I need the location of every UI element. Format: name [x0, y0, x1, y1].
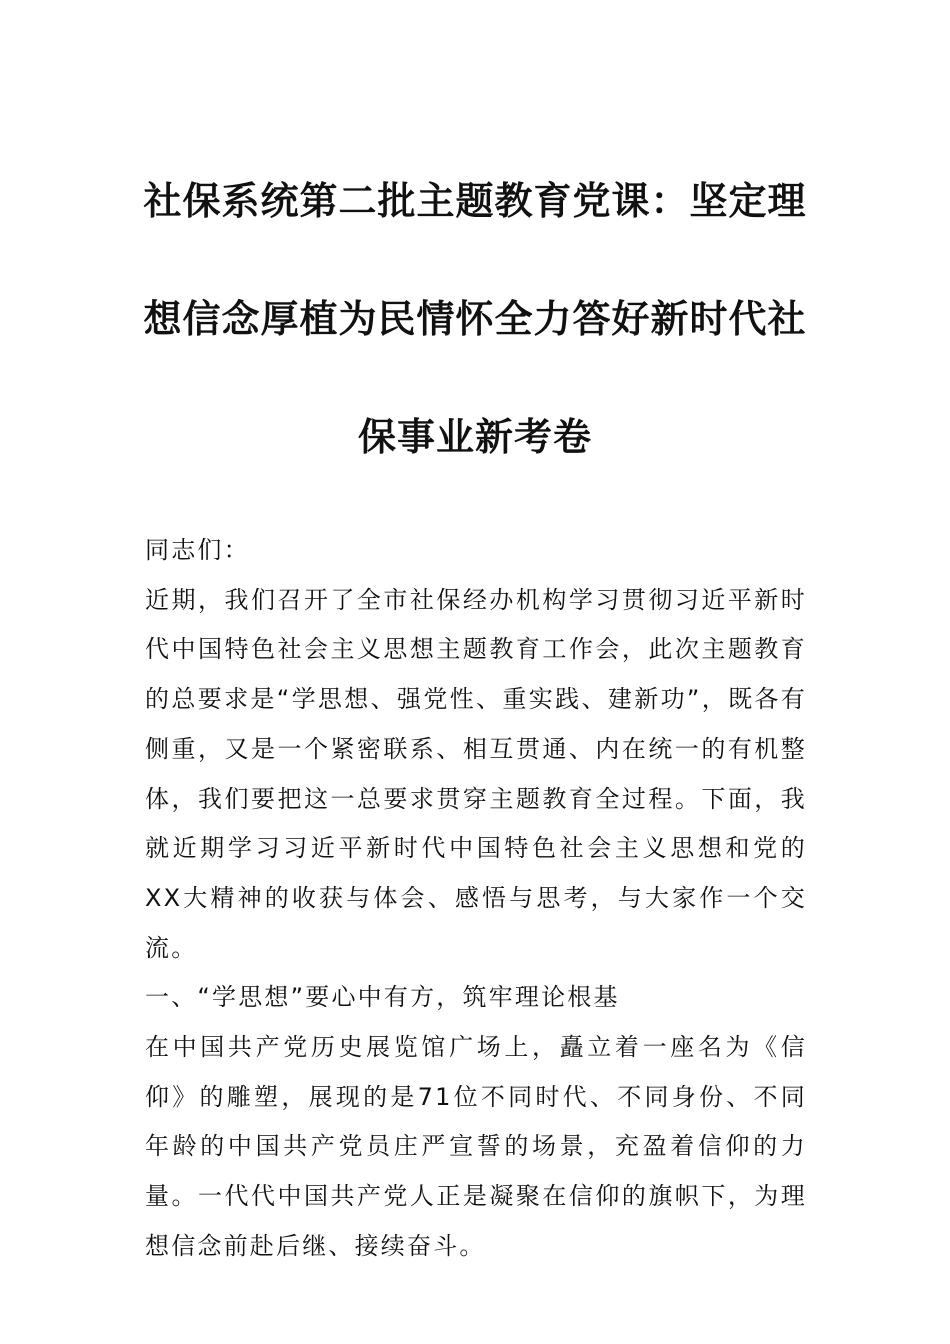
document-title: 社保系统第二批主题教育党课：坚定理想信念厚植为民情怀全力答好新时代社保事业新考卷 — [143, 178, 807, 459]
salutation: 同志们： — [145, 536, 250, 564]
section-heading: 一、“学思想”要心中有方，筑牢理论根基 — [145, 983, 620, 1012]
document-body — [145, 526, 807, 1272]
intro-paragraph: 近期，我们召开了全市社保经办机构学习贯彻习近平新时代中国特色社会主义思想主题教育工作会，此次主题教育的总要求是“学思想、强党性、重实践、建新功”，既各有侧重，又是一个紧密联系、相互贯通、内在统一的有机整体，我们要把这一总要求贯穿主题教育全过程。下面，我就近期学习习近平新时代中国特色社会主义思想和党的XX大精神的收获与体会、感悟与思考，与大家作一个交流。 — [145, 585, 807, 962]
section-paragraph: 在中国共产党历史展览馆广场上，矗立着一座名为《信仰》的雕塑，展现的是71位不同时代、不同身份、不同年龄的中国共产党员庄严宣誓的场景，充盈着信仰的力量。一代代中国共产党人正是凝聚在信仰的旗帜下，为理想信念前赴后继、接续奋斗。 — [145, 1033, 807, 1260]
